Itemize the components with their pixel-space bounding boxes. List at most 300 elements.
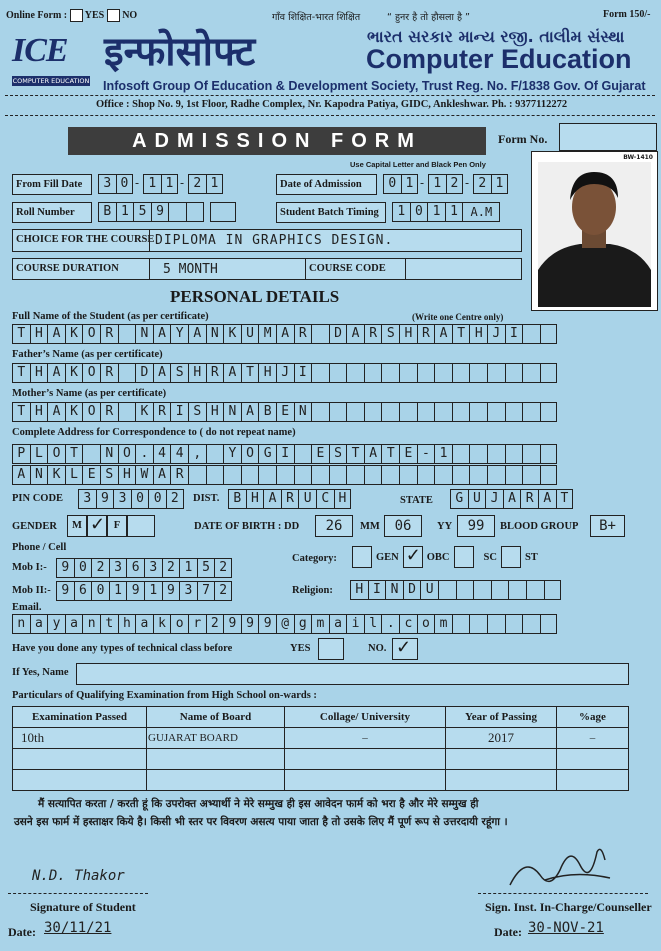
phone-label: Phone / Cell bbox=[12, 542, 67, 553]
char-cell bbox=[118, 324, 136, 344]
char-cell bbox=[487, 465, 505, 485]
char-cell: U bbox=[298, 489, 316, 509]
address-line-1[interactable] bbox=[12, 444, 557, 464]
brand-english: Computer Education bbox=[366, 44, 632, 74]
char-cell: I bbox=[505, 324, 523, 344]
char-cell bbox=[118, 402, 136, 422]
char-cell: 2 bbox=[214, 581, 232, 601]
online-no-checkbox[interactable] bbox=[107, 9, 120, 22]
char-cell: m bbox=[434, 614, 452, 634]
check-icon: ✓ bbox=[396, 637, 412, 658]
char-cell: 0 bbox=[91, 581, 109, 601]
char-cell: 3 bbox=[144, 558, 162, 578]
char-cell: H bbox=[258, 363, 276, 383]
char-cell: 9 bbox=[223, 614, 241, 634]
char-cell: T bbox=[556, 489, 574, 509]
roll-number-label: Roll Number bbox=[12, 202, 92, 223]
char-cell: H bbox=[188, 363, 206, 383]
char-cell: G bbox=[450, 489, 468, 509]
tech-class-label: Have you done any types of technical class before bbox=[12, 643, 233, 654]
char-cell: S bbox=[170, 363, 188, 383]
dob-mm-field[interactable]: 06 bbox=[384, 515, 422, 537]
dist-label: DIST. bbox=[193, 493, 220, 504]
char-cell bbox=[118, 363, 136, 383]
address-line-2[interactable] bbox=[12, 465, 557, 485]
char-cell: a bbox=[30, 614, 48, 634]
office-divider bbox=[5, 115, 655, 116]
office-line: Office : Shop No. 9, 1st Floor, Radhe Complex, Nr. Kapodra Patiya, GIDC, Ankleshwar. Ph. : 9377112272 bbox=[96, 99, 568, 110]
religion-label: Religion: bbox=[292, 585, 333, 596]
char-cell bbox=[522, 324, 540, 344]
char-cell bbox=[434, 465, 452, 485]
char-cell: 6 bbox=[126, 558, 144, 578]
online-form-label: Online Form : YES NO bbox=[6, 9, 138, 21]
char-cell: J bbox=[485, 489, 503, 509]
char-cell: R bbox=[281, 489, 299, 509]
char-cell: H bbox=[334, 489, 352, 509]
char-cell: , bbox=[188, 444, 206, 464]
char-cell: Y bbox=[223, 444, 241, 464]
char-cell: A bbox=[47, 363, 65, 383]
char-cell: A bbox=[12, 465, 30, 485]
char-cell bbox=[346, 363, 364, 383]
char-cell bbox=[329, 465, 347, 485]
char-cell: 0 bbox=[74, 558, 92, 578]
tech-yes-label: YES bbox=[290, 643, 311, 654]
char-cell: A bbox=[153, 363, 171, 383]
char-cell: H bbox=[399, 324, 417, 344]
char-cell: O bbox=[82, 402, 100, 422]
tech-no-label: NO. bbox=[368, 643, 387, 654]
form-no-field[interactable] bbox=[559, 123, 657, 151]
char-cell: T bbox=[241, 363, 259, 383]
cat-sc-checkbox[interactable] bbox=[501, 546, 521, 568]
char-cell bbox=[469, 614, 487, 634]
blood-group-label: BLOOD GROUP bbox=[500, 521, 579, 532]
char-cell: R bbox=[206, 363, 224, 383]
check-icon: ✓ bbox=[405, 545, 421, 566]
char-cell: O bbox=[82, 324, 100, 344]
char-cell: P bbox=[12, 444, 30, 464]
char-cell: H bbox=[30, 402, 48, 422]
gender-options bbox=[67, 515, 155, 537]
char-cell bbox=[346, 465, 364, 485]
logo-caption: COMPUTER EDUCATION bbox=[12, 77, 90, 85]
char-cell: 9 bbox=[241, 614, 259, 634]
char-cell bbox=[399, 402, 417, 422]
char-cell bbox=[452, 402, 470, 422]
hindi-motto: गाँव शिक्षित-भारत शिक्षित bbox=[272, 12, 361, 23]
state-field[interactable] bbox=[450, 489, 573, 509]
char-cell: L bbox=[30, 444, 48, 464]
char-cell: N bbox=[294, 402, 312, 422]
char-cell bbox=[469, 465, 487, 485]
char-cell: B bbox=[258, 402, 276, 422]
char-cell: A bbox=[276, 324, 294, 344]
char-cell bbox=[452, 465, 470, 485]
char-cell: U bbox=[241, 324, 259, 344]
char-cell bbox=[364, 465, 382, 485]
char-cell: K bbox=[65, 402, 83, 422]
declaration-line-2: उसने इस फार्म में हस्ताक्षर किये है। किसी भी स्तर पर विवरण असत्य पाया जाता है तो उसके लिए मैं पूर्ण रूप से उत्तरदायी रहूंगा । bbox=[14, 816, 508, 828]
char-cell: 1 bbox=[109, 581, 127, 601]
char-cell bbox=[223, 465, 241, 485]
mob2-label: Mob II:- bbox=[12, 585, 51, 596]
char-cell: H bbox=[469, 324, 487, 344]
char-cell: N bbox=[385, 580, 403, 600]
char-cell: n bbox=[82, 614, 100, 634]
brand-hindi: इन्फोसोफ्ट bbox=[104, 29, 256, 75]
char-cell: O bbox=[118, 444, 136, 464]
char-cell bbox=[438, 580, 456, 600]
char-cell: A bbox=[503, 489, 521, 509]
char-cell: R bbox=[294, 324, 312, 344]
category-options: GEN ✓ OBC SC ST bbox=[352, 546, 538, 568]
char-cell: T bbox=[12, 324, 30, 344]
char-cell bbox=[544, 580, 562, 600]
student-date-label: Date: bbox=[8, 925, 36, 939]
char-cell: a bbox=[329, 614, 347, 634]
char-cell: K bbox=[47, 465, 65, 485]
batch-timing-field[interactable]: 1 0 1 1 A.M bbox=[392, 202, 500, 222]
char-cell bbox=[487, 444, 505, 464]
char-cell bbox=[522, 444, 540, 464]
char-cell bbox=[364, 402, 382, 422]
full-name-field[interactable] bbox=[12, 324, 557, 344]
char-cell bbox=[522, 465, 540, 485]
char-cell: E bbox=[311, 444, 329, 464]
dob-yy-field[interactable]: 99 bbox=[457, 515, 495, 537]
char-cell: H bbox=[118, 465, 136, 485]
hindi-quote: “ हुनर है तो हौसला है ” bbox=[387, 12, 470, 23]
char-cell bbox=[381, 402, 399, 422]
mob1-field[interactable] bbox=[56, 558, 232, 578]
char-cell: A bbox=[153, 465, 171, 485]
char-cell: a bbox=[65, 614, 83, 634]
char-cell: k bbox=[153, 614, 171, 634]
header-divider bbox=[5, 95, 655, 96]
char-cell: a bbox=[135, 614, 153, 634]
declaration-line-1: मैं सत्यापित करता / करती हूं कि उपरोक्त अभ्यार्थी ने मेरे सम्मुख ही इस आवेदन फार्म को भरा है और मेरे सम्मुख ही bbox=[38, 798, 479, 810]
char-cell: 2 bbox=[206, 614, 224, 634]
char-cell bbox=[452, 614, 470, 634]
char-cell bbox=[206, 465, 224, 485]
char-cell bbox=[540, 363, 558, 383]
brand-gujarati: ભારત સરકાર માન્ય રજી. તાલીમ સંસ્થા bbox=[367, 27, 625, 46]
char-cell: O bbox=[47, 444, 65, 464]
email-label: Email. bbox=[12, 602, 42, 613]
write-one-note: (Write one Centre only) bbox=[412, 312, 504, 322]
char-cell: 0 bbox=[148, 489, 166, 509]
incharge-date-value: 30-NOV-21 bbox=[528, 920, 604, 936]
incharge-signature-icon bbox=[505, 840, 615, 895]
char-cell bbox=[311, 465, 329, 485]
cat-obc-checkbox[interactable] bbox=[403, 546, 423, 568]
char-cell: c bbox=[399, 614, 417, 634]
char-cell: K bbox=[223, 324, 241, 344]
char-cell bbox=[276, 465, 294, 485]
char-cell: K bbox=[65, 324, 83, 344]
char-cell bbox=[311, 363, 329, 383]
char-cell: H bbox=[30, 363, 48, 383]
father-name-label: Father’s Name (as per certificate) bbox=[12, 349, 163, 360]
logo-text: ICE bbox=[12, 32, 68, 69]
char-cell: M bbox=[258, 324, 276, 344]
char-cell bbox=[258, 465, 276, 485]
course-choice-field[interactable] bbox=[12, 229, 522, 252]
char-cell: A bbox=[538, 489, 556, 509]
char-cell: E bbox=[276, 402, 294, 422]
char-cell: B bbox=[228, 489, 246, 509]
char-cell: A bbox=[223, 363, 241, 383]
char-cell: r bbox=[188, 614, 206, 634]
fill-dd-2: 0 bbox=[116, 174, 134, 194]
form-price: Form 150/- bbox=[603, 9, 651, 20]
char-cell: N bbox=[135, 324, 153, 344]
char-cell: I bbox=[368, 580, 386, 600]
char-cell bbox=[505, 444, 523, 464]
char-cell bbox=[508, 580, 526, 600]
char-cell: D bbox=[403, 580, 421, 600]
gender-label: GENDER bbox=[12, 521, 57, 532]
char-cell bbox=[381, 465, 399, 485]
char-cell: S bbox=[100, 465, 118, 485]
date-of-admission-label: Date of Admission bbox=[276, 174, 377, 195]
char-cell: 2 bbox=[91, 558, 109, 578]
char-cell: 7 bbox=[197, 581, 215, 601]
char-cell: R bbox=[153, 402, 171, 422]
student-signature: N.D. Thakor bbox=[32, 868, 125, 884]
char-cell: N bbox=[100, 444, 118, 464]
email-field[interactable] bbox=[12, 614, 557, 634]
dist-field[interactable] bbox=[228, 489, 351, 509]
char-cell: O bbox=[241, 444, 259, 464]
char-cell bbox=[399, 363, 417, 383]
char-cell: R bbox=[100, 324, 118, 344]
char-cell bbox=[452, 363, 470, 383]
char-cell: g bbox=[294, 614, 312, 634]
char-cell bbox=[469, 402, 487, 422]
char-cell bbox=[294, 444, 312, 464]
fill-yy[interactable]: 2 1 bbox=[188, 174, 223, 194]
char-cell: R bbox=[364, 324, 382, 344]
char-cell: I bbox=[170, 402, 188, 422]
char-cell: @ bbox=[276, 614, 294, 634]
admission-yy[interactable]: 2 1 bbox=[473, 174, 508, 194]
course-duration-row[interactable] bbox=[12, 258, 522, 280]
char-cell: H bbox=[30, 324, 48, 344]
gender-m: M bbox=[67, 515, 87, 537]
char-cell: J bbox=[487, 324, 505, 344]
char-cell: 4 bbox=[153, 444, 171, 464]
course-duration-value: 5 MONTH bbox=[163, 262, 218, 277]
char-cell: R bbox=[100, 363, 118, 383]
incharge-date-label: Date: bbox=[494, 925, 522, 939]
course-duration-label: COURSE DURATION bbox=[16, 263, 119, 274]
religion-field[interactable] bbox=[350, 580, 561, 600]
char-cell: T bbox=[346, 444, 364, 464]
fill-mm[interactable]: 1 1 bbox=[143, 174, 178, 194]
char-cell: J bbox=[276, 363, 294, 383]
roll-number-field[interactable]: B 1 5 9 bbox=[98, 202, 204, 222]
course-code-label: COURSE CODE bbox=[309, 263, 386, 274]
mob2-field[interactable] bbox=[56, 581, 232, 601]
from-fill-date-field[interactable] bbox=[98, 174, 133, 194]
student-photo bbox=[531, 151, 658, 311]
char-cell: A bbox=[346, 324, 364, 344]
pen-note: Use Capital Letter and Black Pen Only bbox=[350, 160, 486, 169]
char-cell bbox=[505, 465, 523, 485]
char-cell: 2 bbox=[162, 558, 180, 578]
char-cell bbox=[417, 363, 435, 383]
char-cell: T bbox=[381, 444, 399, 464]
char-cell: 3 bbox=[78, 489, 96, 509]
cat-obc-box[interactable] bbox=[454, 546, 474, 568]
char-cell: Y bbox=[170, 324, 188, 344]
char-cell: L bbox=[65, 465, 83, 485]
if-yes-field[interactable] bbox=[76, 663, 629, 685]
char-cell: o bbox=[170, 614, 188, 634]
char-cell bbox=[473, 580, 491, 600]
char-cell: H bbox=[246, 489, 264, 509]
category-label: Category: bbox=[292, 553, 337, 564]
online-yes-checkbox[interactable] bbox=[70, 9, 83, 22]
char-cell: I bbox=[294, 363, 312, 383]
char-cell: E bbox=[82, 465, 100, 485]
char-cell bbox=[505, 402, 523, 422]
char-cell bbox=[311, 324, 329, 344]
char-cell bbox=[381, 363, 399, 383]
char-cell: G bbox=[258, 444, 276, 464]
pincode-label: PIN CODE bbox=[12, 493, 64, 504]
table-row[interactable] bbox=[13, 749, 629, 770]
char-cell bbox=[540, 324, 558, 344]
char-cell: 3 bbox=[109, 558, 127, 578]
char-cell bbox=[417, 465, 435, 485]
char-cell: 5 bbox=[197, 558, 215, 578]
char-cell bbox=[399, 465, 417, 485]
tech-no-checkbox[interactable] bbox=[392, 638, 418, 660]
incharge-sign-label: Sign. Inst. In-Charge/Counseller bbox=[485, 900, 652, 914]
char-cell: n bbox=[12, 614, 30, 634]
course-choice-label: CHOICE FOR THE COURSE bbox=[16, 234, 155, 245]
check-icon: ✓ bbox=[90, 514, 106, 535]
student-sign-label: Signature of Student bbox=[30, 900, 136, 914]
char-cell bbox=[364, 363, 382, 383]
char-cell bbox=[505, 614, 523, 634]
char-cell bbox=[522, 363, 540, 383]
char-cell: A bbox=[241, 402, 259, 422]
char-cell: 2 bbox=[166, 489, 184, 509]
char-cell: U bbox=[420, 580, 438, 600]
gender-f-checkbox[interactable] bbox=[127, 515, 155, 537]
yy-label: YY bbox=[437, 521, 453, 532]
form-no-label: Form No. bbox=[498, 132, 548, 146]
char-cell: . bbox=[135, 444, 153, 464]
form-title: ADMISSION FORM bbox=[68, 127, 486, 155]
char-cell bbox=[294, 465, 312, 485]
mother-name-label: Mother’s Name (as per certificate) bbox=[12, 388, 167, 399]
char-cell: T bbox=[452, 324, 470, 344]
char-cell: A bbox=[263, 489, 281, 509]
course-choice-value: DIPLOMA IN GRAPHICS DESIGN. bbox=[155, 233, 394, 248]
char-cell: A bbox=[434, 324, 452, 344]
char-cell bbox=[526, 580, 544, 600]
char-cell: A bbox=[47, 324, 65, 344]
char-cell bbox=[487, 402, 505, 422]
char-cell: 9 bbox=[258, 614, 276, 634]
person-photo-icon bbox=[532, 152, 657, 310]
char-cell: 1 bbox=[434, 444, 452, 464]
char-cell: h bbox=[118, 614, 136, 634]
char-cell: E bbox=[399, 444, 417, 464]
char-cell bbox=[522, 402, 540, 422]
char-cell bbox=[469, 444, 487, 464]
char-cell bbox=[417, 402, 435, 422]
mm-label: MM bbox=[360, 521, 380, 532]
char-cell: 3 bbox=[179, 581, 197, 601]
pincode-field[interactable] bbox=[78, 489, 184, 509]
address-label: Complete Address for Correspondence to ( do not repeat name) bbox=[12, 427, 296, 438]
char-cell: 9 bbox=[162, 581, 180, 601]
society-line: Infosoft Group Of Education & Development Society, Trust Reg. No. F/1838 Gov. Of Gujarat bbox=[103, 79, 646, 93]
char-cell: U bbox=[468, 489, 486, 509]
tech-yes-checkbox[interactable] bbox=[318, 638, 344, 660]
char-cell: t bbox=[100, 614, 118, 634]
char-cell: R bbox=[100, 402, 118, 422]
char-cell: W bbox=[135, 465, 153, 485]
student-date-value: 30/11/21 bbox=[44, 920, 112, 936]
state-label: STATE bbox=[400, 495, 433, 506]
gender-m-checkbox[interactable] bbox=[87, 515, 107, 537]
char-cell bbox=[540, 444, 558, 464]
char-cell: 3 bbox=[113, 489, 131, 509]
char-cell: A bbox=[188, 324, 206, 344]
mother-name-field[interactable] bbox=[12, 402, 557, 422]
char-cell: - bbox=[417, 444, 435, 464]
char-cell bbox=[82, 444, 100, 464]
table-row[interactable] bbox=[13, 770, 629, 791]
char-cell: C bbox=[316, 489, 334, 509]
father-name-field[interactable] bbox=[12, 363, 557, 383]
cat-gen-checkbox[interactable] bbox=[352, 546, 372, 568]
char-cell: 9 bbox=[126, 581, 144, 601]
char-cell bbox=[487, 363, 505, 383]
dob-dd-field[interactable]: 26 bbox=[315, 515, 353, 537]
char-cell: O bbox=[82, 363, 100, 383]
char-cell bbox=[311, 402, 329, 422]
qualification-table bbox=[12, 706, 629, 791]
char-cell: T bbox=[12, 402, 30, 422]
char-cell: 6 bbox=[74, 581, 92, 601]
blood-group-field[interactable]: B+ bbox=[590, 515, 625, 537]
char-cell: . bbox=[381, 614, 399, 634]
char-cell bbox=[456, 580, 474, 600]
char-cell: A bbox=[47, 402, 65, 422]
char-cell bbox=[329, 363, 347, 383]
char-cell bbox=[540, 614, 558, 634]
admission-mm[interactable]: 1 2 bbox=[428, 174, 463, 194]
char-cell bbox=[434, 402, 452, 422]
char-cell bbox=[491, 580, 509, 600]
char-cell: 9 bbox=[56, 558, 74, 578]
table-row[interactable]: 10th GUJARAT BOARD – 2017 – bbox=[13, 728, 629, 749]
char-cell bbox=[206, 444, 224, 464]
table-header-row: Examination Passed Name of Board Collage/ University Year of Passing %age bbox=[13, 707, 629, 728]
char-cell bbox=[188, 465, 206, 485]
admission-dd[interactable]: 0 1 bbox=[383, 174, 418, 194]
char-cell: 0 bbox=[131, 489, 149, 509]
